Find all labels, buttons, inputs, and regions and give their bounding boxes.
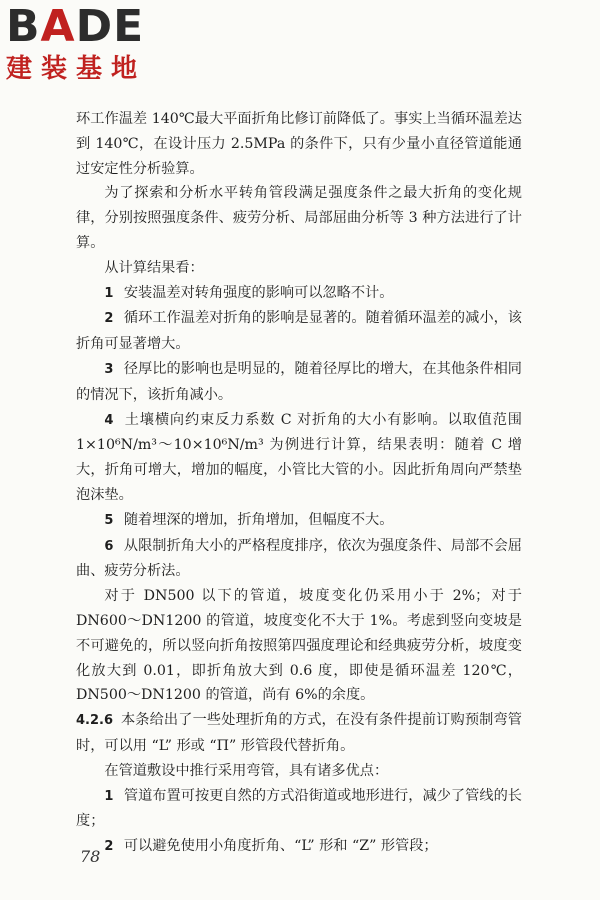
- list-item: [76, 784, 522, 835]
- list-item: [76, 306, 522, 357]
- paragraph-text: 本条给出了一些处理折角的方式，在没有条件提前订购预制弯管时，可以用 “L” 形或 “Π” 形管段代替折角。: [76, 712, 522, 754]
- list-item: [76, 534, 522, 585]
- list-number: 1: [104, 285, 114, 301]
- list-number: 2: [104, 839, 114, 855]
- paragraph-text: 环工作温差 140℃最大平面折角比修订前降低了。事实上当循环温差达到 140℃，在设计压力 2.5MPa 的条件下，只有少量小直径管道能通过安定性分析验算。: [76, 111, 522, 177]
- brand-logo: [6, 1, 147, 86]
- list-item: [76, 508, 522, 534]
- paragraph-text: 从计算结果看：: [104, 259, 204, 276]
- list-item: [76, 281, 522, 307]
- list-item-text: 随着埋深的增加，折角增加，但幅度不大。: [123, 511, 394, 528]
- list-number: 6: [104, 538, 114, 554]
- logo-letter-d: D: [75, 1, 114, 52]
- logo-chinese-text: 建装基地: [6, 54, 147, 84]
- paragraph-text: 为了探索和分析水平转角管段满足强度条件之最大折角的变化规律，分别按照强度条件、疲劳分析、局部屈曲分析等 3 种方法进行了计算。: [76, 185, 522, 251]
- list-item: [76, 357, 522, 408]
- paragraph-text: 在管道敷设中推行采用弯管，具有诸多优点：: [104, 762, 389, 779]
- list-number: 3: [104, 361, 114, 377]
- list-item-text: 径厚比的影响也是明显的，随着径厚比的增大，在其他条件相同的情况下，该折角减小。: [76, 360, 522, 403]
- paragraph: [76, 759, 522, 784]
- list-number: 5: [104, 512, 114, 528]
- logo-letter-b: B: [6, 1, 41, 52]
- paragraph-text: 对于 DN500 以下的管道，坡度变化仍采用小于 2%；对于 DN600～DN1200 的管道，坡度变化不大于 1%。考虑到竖向变坡是不可避免的，所以竖向折角按照第四强度理论和经典疲劳分析，坡度变化放大到 0.01，即折角放大到 0.6 度，即使是循环温差 120℃，DN500～DN1200 的管道，尚有 6%的余度。: [76, 588, 522, 704]
- list-item-text: 安装温差对转角强度的影响可以忽略不计。: [123, 284, 394, 301]
- list-number: 1: [104, 788, 114, 804]
- section-number: 4.2.6: [76, 713, 114, 729]
- page-number: 78: [80, 847, 101, 866]
- document-body: [76, 107, 522, 860]
- list-item-text: 从限制折角大小的严格程度排序，依次为强度条件、局部不会屈曲、疲劳分析法。: [76, 537, 522, 580]
- paragraph: [76, 181, 522, 255]
- list-item-text: 循环工作温差对折角的影响是显著的。随着循环温差的减小，该折角可显著增大。: [76, 310, 522, 353]
- paragraph: [76, 256, 522, 281]
- list-item: [76, 834, 522, 860]
- logo-letter-a: A: [40, 1, 76, 52]
- list-number: 2: [104, 311, 114, 327]
- logo-wordmark: [6, 1, 146, 52]
- list-item-text: 土壤横向约束反力系数 C 对折角的大小有影响。以取值范围 1×10⁶N/m³～10×10⁶N/m³ 为例进行计算，结果表明：随着 C 增大，折角可增大，增加的幅度，小管比大管的小。因此折角周向严禁垫泡沫垫。: [76, 411, 522, 503]
- logo-letter-e: E: [113, 1, 145, 52]
- list-item-text: 管道布置可按更自然的方式沿街道或地形进行，减少了管线的长度；: [76, 787, 522, 830]
- paragraph: [76, 107, 522, 181]
- list-item: [76, 408, 522, 508]
- paragraph: [76, 584, 522, 708]
- list-number: 4: [104, 412, 114, 428]
- section-paragraph: [76, 708, 522, 759]
- list-item-text: 可以避免使用小角度折角、“L” 形和 “Z” 形管段；: [123, 838, 438, 855]
